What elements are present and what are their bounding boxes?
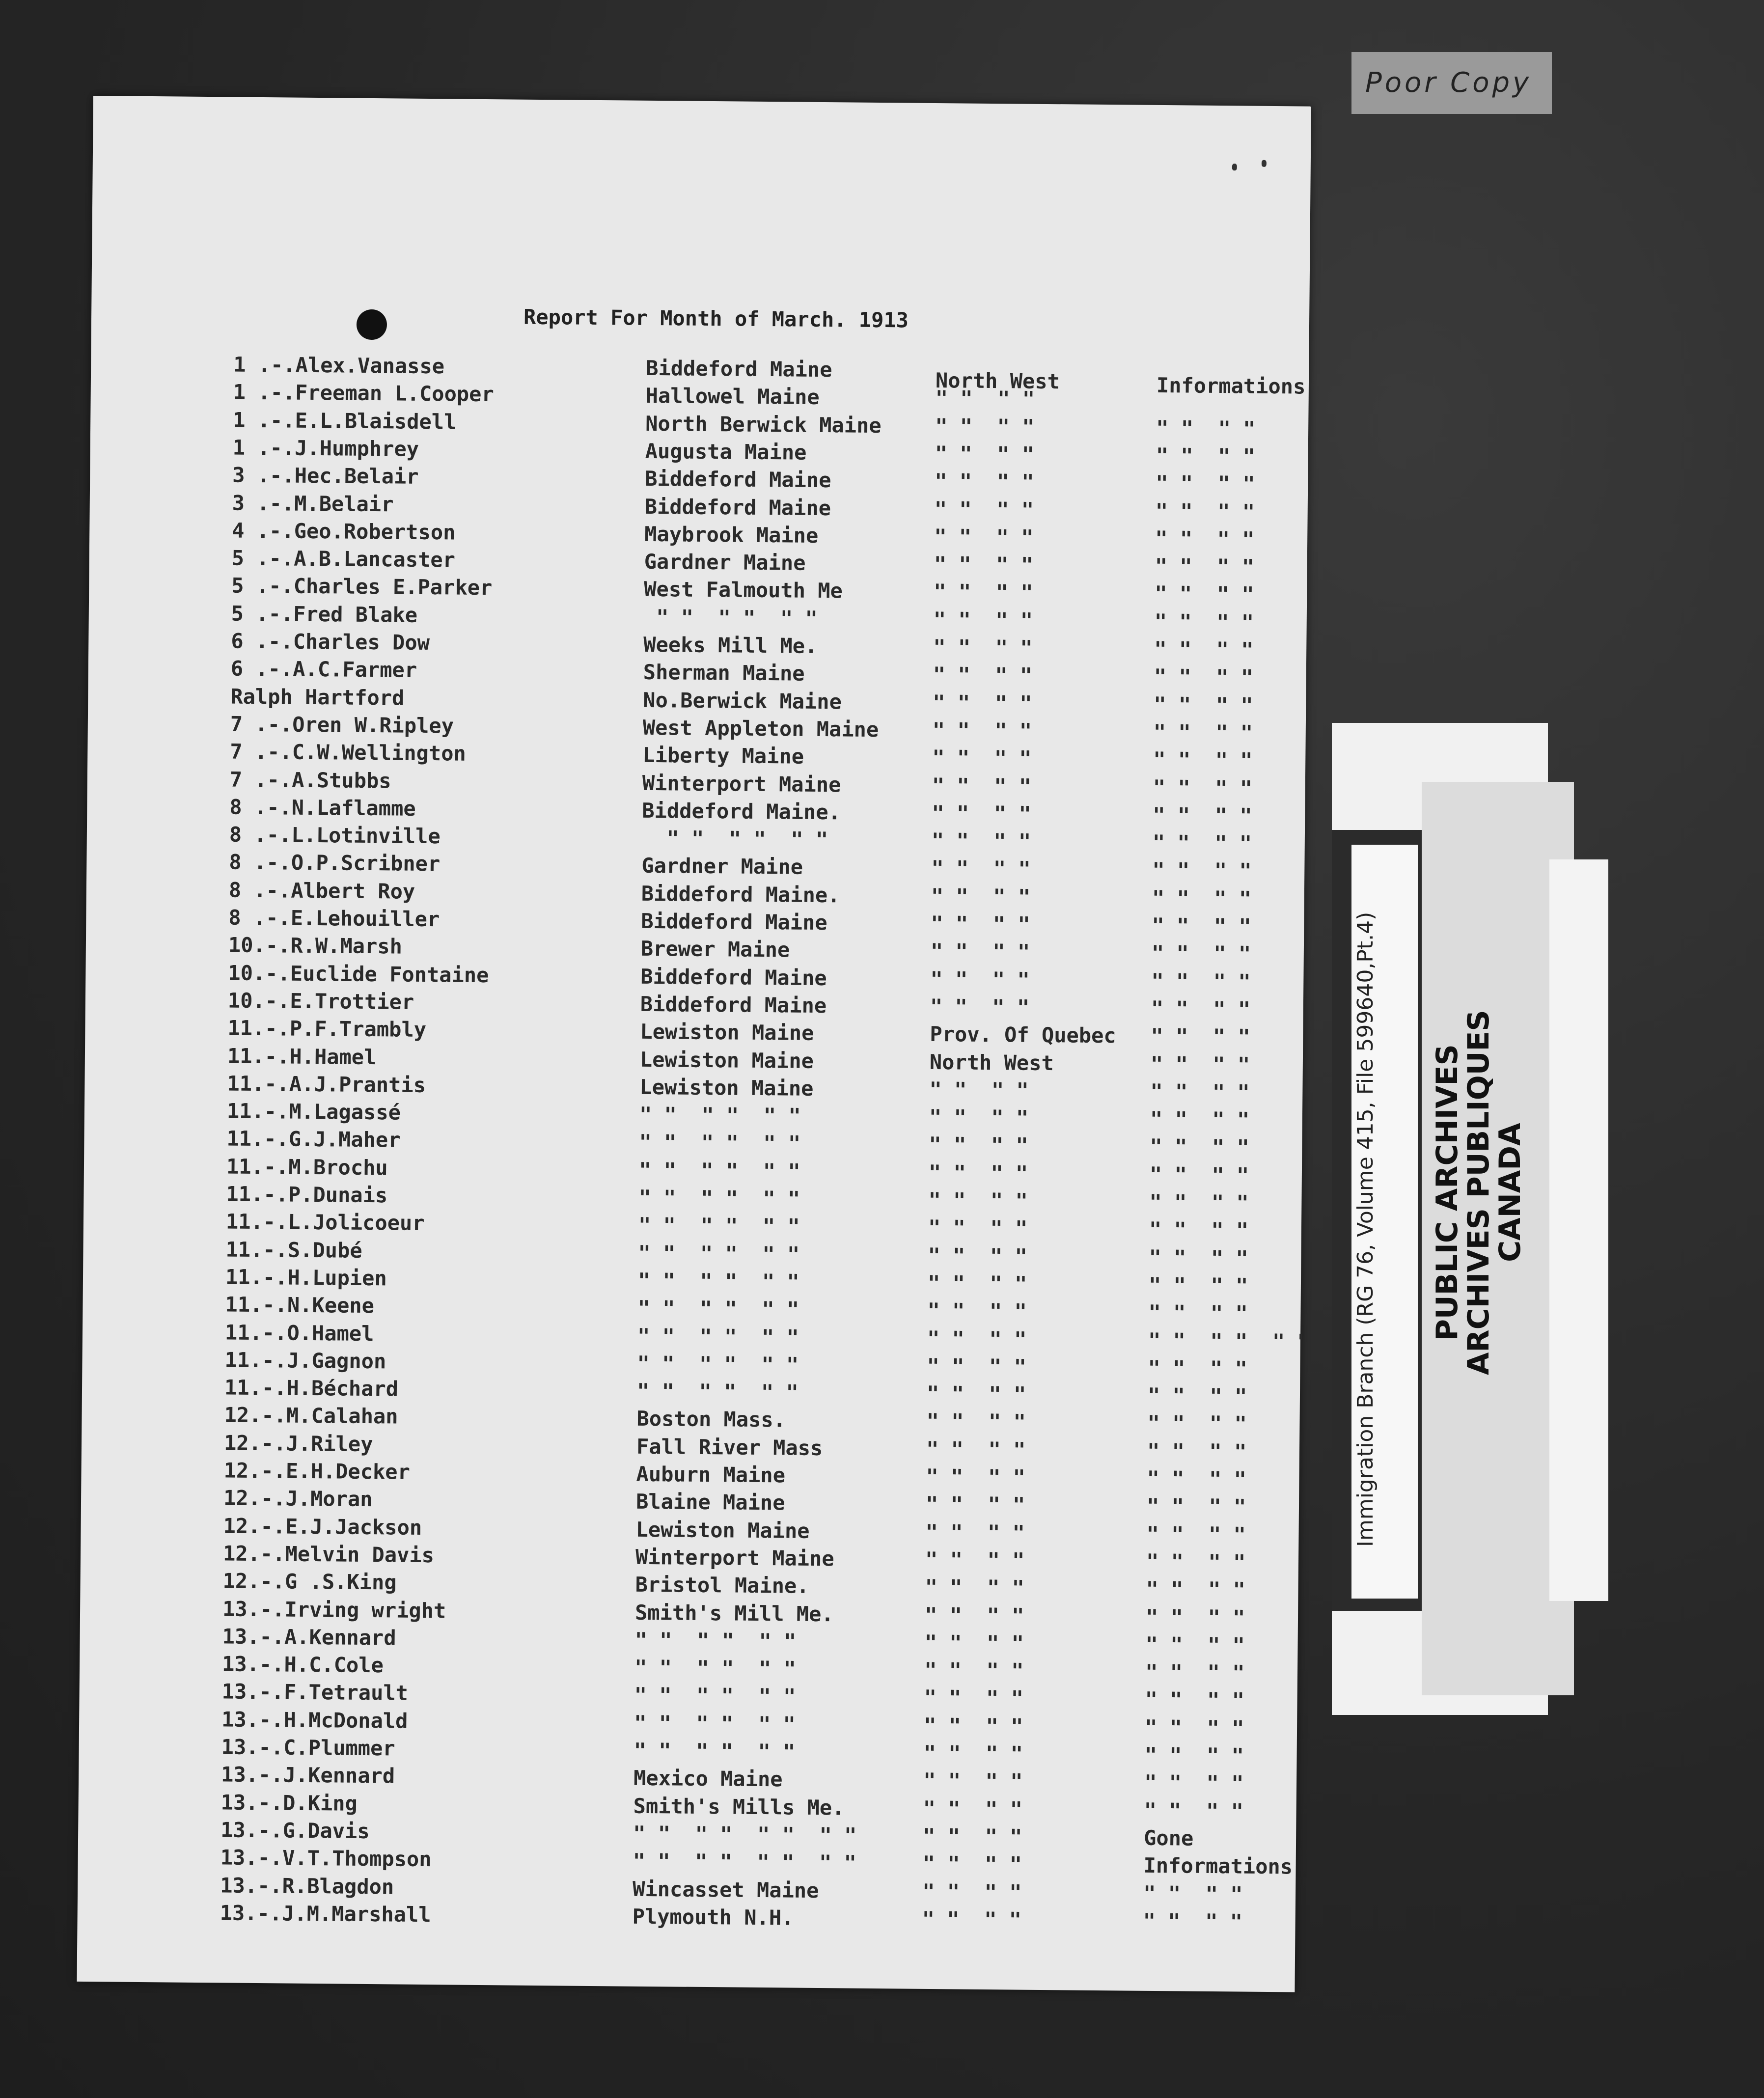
entry-region: " " " ": [932, 801, 1031, 826]
entry-status: " " " ": [1146, 1577, 1246, 1602]
entry-region: " " " ": [927, 1270, 1027, 1296]
entry-name: 13.-.H.McDonald: [221, 1707, 408, 1733]
entry-status: " " " ": [1152, 830, 1252, 856]
entry-place: Lewiston Maine: [640, 1019, 814, 1046]
entry-region: " " " ": [926, 1464, 1026, 1490]
entry-name: 5 .-.Fred Blake: [231, 601, 418, 627]
header-status: Informations: [1156, 373, 1306, 399]
entry-place: Lewiston Maine: [639, 1047, 814, 1073]
entry-name: 4 .-.Geo.Robertson: [232, 518, 456, 545]
entry-place: " " " " " " " ": [633, 1821, 857, 1848]
entry-place: Weeks Mill Me.: [643, 632, 818, 658]
entry-status: Gone: [1143, 1825, 1194, 1850]
entry-status: " " " ": [1145, 1604, 1245, 1630]
entry-status: " " " ": [1147, 1438, 1247, 1464]
entry-status: " " " ": [1145, 1687, 1245, 1712]
entry-place: Liberty Maine: [642, 743, 804, 769]
entry-region: " " " ": [923, 1713, 1023, 1739]
document-page: [77, 96, 1311, 1992]
entry-place: " " " " " ": [638, 1185, 800, 1211]
entry-place: " " " " " ": [639, 1102, 801, 1128]
entry-region: " " " ": [931, 856, 1031, 882]
entry-name: 8 .-.L.Lotinville: [229, 822, 441, 849]
entry-name: 11.-.H.Hamel: [227, 1043, 377, 1069]
entry-place: Lewiston Maine: [635, 1517, 810, 1543]
entry-place: North Berwick Maine: [645, 411, 882, 438]
entry-place: Fall River Mass: [636, 1434, 823, 1460]
entry-region: " " " ": [934, 524, 1034, 550]
entry-status: " " " ": [1151, 1024, 1250, 1049]
entry-status: " " " ": [1148, 1300, 1248, 1325]
entry-status: " " " ": [1151, 996, 1251, 1021]
entry-place: " " " " " ": [638, 1158, 800, 1184]
entry-place: Gardner Maine: [644, 549, 806, 575]
entry-region: " " " ": [930, 966, 1030, 992]
entry-status: " " " ": [1146, 1521, 1246, 1547]
entry-name: 13.-.A.Kennard: [222, 1624, 396, 1650]
entry-region: " " " ": [928, 1187, 1028, 1213]
entry-region: " " " ": [931, 883, 1031, 909]
entry-region: " " " ": [929, 1132, 1028, 1158]
entry-name: 12.-.J.Moran: [223, 1486, 373, 1512]
archives-stamp: [1432, 1010, 1526, 1375]
entry-name: 10.-.R.W.Marsh: [228, 933, 403, 959]
entry-region: North West: [929, 1049, 1054, 1075]
entry-name: 7 .-.C.W.Wellington: [230, 739, 466, 766]
poor-copy-label: Poor Copy: [1351, 52, 1552, 114]
entry-status: " " " ": [1145, 1632, 1245, 1657]
entry-status: " " " ": [1154, 664, 1254, 690]
entry-status: " " " ": [1154, 692, 1253, 718]
entry-name: 13.-.R.Blagdon: [220, 1873, 394, 1899]
entry-region: " " " ": [933, 607, 1033, 633]
entry-name: 8 .-.O.P.Scribner: [229, 850, 441, 876]
entry-region: " " " ": [928, 1243, 1027, 1269]
entry-status: " " " ": [1151, 968, 1251, 994]
entry-name: 11.-.L.Jolicoeur: [225, 1209, 425, 1236]
entry-status: " " " ": [1156, 443, 1256, 469]
entry-region: " " " ": [927, 1298, 1027, 1324]
entry-name: 11.-.H.Lupien: [225, 1265, 387, 1291]
entry-status: " " " ": [1152, 913, 1251, 939]
entry-region: " " " ": [926, 1409, 1026, 1435]
entry-name: 8 .-.Albert Roy: [228, 878, 415, 904]
entry-place: " " " " " ": [634, 1738, 796, 1764]
entry-region: " " " ": [922, 1879, 1022, 1905]
entry-region: " " " ": [922, 1823, 1022, 1849]
entry-status: " " " ": [1149, 1162, 1249, 1187]
entry-region: " " " ": [932, 773, 1032, 799]
entry-status: Informations: [1143, 1853, 1293, 1879]
stamp-line-2: ARCHIVES PUBLIQUES: [1461, 1010, 1496, 1375]
entry-status: " " " ": [1151, 941, 1251, 966]
entry-region: " " " ": [933, 635, 1033, 660]
entry-place: Auburn Maine: [636, 1462, 786, 1488]
entry-region: " " " ": [930, 994, 1030, 1020]
entry-name: 5 .-.A.B.Lancaster: [231, 546, 456, 572]
entry-name: 11.-.S.Dubé: [225, 1237, 362, 1263]
entry-name: 11.-.J.Gagnon: [224, 1348, 386, 1374]
entry-status: " " " ": [1155, 581, 1254, 607]
entry-region: " " " ": [931, 911, 1030, 937]
entry-status: " " " ": [1143, 1908, 1243, 1934]
entry-status: " " " ": [1155, 471, 1255, 496]
entry-name: 10.-.E.Trottier: [227, 988, 414, 1014]
entry-place: " " " " " ": [638, 1213, 800, 1239]
entry-status: " " " ": [1155, 526, 1255, 552]
entry-status: " " " ": [1147, 1383, 1247, 1408]
entry-region: " " " ": [924, 1602, 1024, 1628]
entry-place: Gardner Maine: [641, 854, 803, 880]
entry-status: " " " " " ": [1148, 1328, 1310, 1354]
entry-name: 11.-.N.Keene: [225, 1292, 375, 1318]
entry-status: " " " ": [1147, 1411, 1247, 1436]
entry-status: " " " ": [1153, 775, 1253, 801]
entry-place: " " " " " ": [634, 1655, 797, 1681]
archive-reference: Immigration Branch (RG 76, Volume 415, File 599640,Pt.4): [1353, 911, 1378, 1547]
entry-name: 11.-.G.J.Maher: [226, 1126, 401, 1152]
entry-name: 3 .-.M.Belair: [232, 491, 394, 516]
entry-region: " " " ": [924, 1685, 1024, 1711]
entry-region: " " " ": [927, 1353, 1026, 1379]
entry-status: " " " ": [1149, 1189, 1249, 1215]
entry-region: " " " ": [928, 1160, 1028, 1186]
entry-place: Biddeford Maine.: [641, 881, 840, 908]
entry-status: " " " ": [1144, 1770, 1244, 1795]
entry-status: " " " ": [1152, 858, 1252, 883]
archive-tab-edge: [1549, 859, 1608, 1601]
entry-name: 12.-.M.Calahan: [224, 1403, 398, 1429]
entry-status: " " " ": [1149, 1245, 1248, 1270]
entry-place: Plymouth N.H.: [632, 1904, 794, 1930]
entry-region: " " " ": [934, 497, 1034, 522]
entry-name: 6 .-.Charles Dow: [231, 629, 430, 655]
entry-name: 6 .-.A.C.Farmer: [230, 656, 417, 683]
entry-place: Mexico Maine: [633, 1766, 783, 1792]
entry-name: 13.-.H.C.Cole: [221, 1652, 384, 1678]
entry-place: " " " " " ": [643, 605, 818, 631]
entry-status: " " " ": [1146, 1549, 1246, 1574]
entry-region: " " " ": [926, 1381, 1026, 1407]
entry-name: 11.-.P.F.Trambly: [227, 1016, 427, 1042]
entry-region: " " " ": [933, 690, 1032, 716]
entry-place: Augusta Maine: [645, 439, 807, 465]
entry-place: Blaine Maine: [635, 1490, 785, 1515]
entry-place: Brewer Maine: [640, 937, 790, 962]
entry-status: " " " ": [1144, 1715, 1244, 1740]
entry-status: " " " ": [1148, 1272, 1248, 1298]
entry-region: " " " ": [927, 1326, 1027, 1352]
entry-region: Prov. Of Quebec: [930, 1022, 1116, 1048]
ink-mark: [1232, 164, 1237, 170]
entry-name: 12.-.J.Riley: [223, 1431, 373, 1456]
entry-name: 13.-.D.King: [220, 1790, 358, 1816]
entry-status: " " " ": [1144, 1798, 1244, 1823]
entry-status: " " " ": [1147, 1466, 1247, 1491]
entry-region: " " " ": [925, 1547, 1025, 1573]
entry-place: West Appleton Maine: [642, 715, 879, 742]
entry-name: 12.-.G .S.King: [222, 1569, 397, 1595]
entry-place: " " " " " ": [637, 1324, 799, 1350]
entry-place: Biddeford Maine: [644, 494, 831, 520]
entry-region: " " " ": [923, 1740, 1023, 1766]
entry-name: 3 .-.Hec.Belair: [232, 463, 419, 489]
entry-name: 1 .-.E.L.Blaisdell: [233, 408, 457, 434]
entry-region: " " " ": [922, 1851, 1022, 1877]
entry-name: 7 .-.A.Stubbs: [229, 767, 391, 793]
entry-status: " " " ": [1144, 1742, 1244, 1768]
entry-place: " " " " " ": [636, 1379, 799, 1405]
entry-place: Boston Mass.: [636, 1407, 786, 1432]
entry-place: Biddeford Maine: [645, 356, 832, 382]
entry-place: Hallowel Maine: [645, 384, 820, 410]
entry-region: " " " ": [933, 663, 1033, 688]
entry-name: 11.-.O.Hamel: [224, 1320, 374, 1346]
entry-place: " " " " " ": [634, 1683, 796, 1709]
entry-place: Sherman Maine: [643, 660, 805, 686]
entry-region: " " " ": [925, 1492, 1025, 1517]
entry-place: Lewiston Maine: [639, 1075, 814, 1101]
entry-place: Winterport Maine: [642, 771, 841, 797]
entry-status: " " " ": [1150, 1134, 1249, 1160]
entry-region: " " " ": [934, 580, 1033, 605]
entry-place: West Falmouth Me: [644, 577, 843, 603]
entry-place: " " " " " ": [637, 1351, 799, 1377]
entry-place: " " " " " ": [637, 1296, 799, 1322]
entry-place: Biddeford Maine: [640, 964, 827, 990]
entry-region: " " " ": [931, 828, 1031, 854]
entry-name: 13.-.F.Tetrault: [221, 1679, 409, 1706]
entry-place: " " " " " ": [641, 826, 828, 852]
entry-region: " " " ": [932, 718, 1032, 743]
entry-name: 12.-.E.H.Decker: [223, 1458, 411, 1484]
entry-name: 11.-.P.Dunais: [226, 1182, 388, 1208]
page-title: Report For Month of March. 1913: [523, 304, 909, 332]
entry-region: " " " ": [934, 552, 1034, 577]
entry-status: " " " ": [1150, 1051, 1250, 1077]
entry-name: 11.-.H.Béchard: [224, 1375, 399, 1401]
entry-place: Smith's Mills Me.: [633, 1794, 845, 1820]
entry-place: No.Berwick Maine: [643, 688, 842, 714]
entry-place: Bristol Maine.: [635, 1572, 809, 1599]
entry-place: Winterport Maine: [635, 1545, 834, 1571]
entry-region: " " " ": [929, 1077, 1029, 1103]
entry-region: " " " ": [925, 1575, 1025, 1600]
entry-region: " " " ": [922, 1906, 1022, 1932]
entry-region: " " " ": [924, 1630, 1024, 1656]
ink-mark: [1262, 160, 1267, 167]
entry-region: " " " ": [926, 1436, 1026, 1462]
entry-region: " " " ": [935, 386, 1035, 412]
entry-status: " " " ": [1154, 609, 1254, 635]
entry-region: " " " ": [924, 1657, 1024, 1683]
stamp-line-1: PUBLIC ARCHIVES: [1430, 1044, 1464, 1341]
entry-region: " " " ": [932, 745, 1032, 771]
header-region: North West: [935, 368, 1060, 394]
entry-region: " " " ": [930, 939, 1030, 965]
entry-name: 12.-.E.J.Jackson: [223, 1514, 422, 1540]
entry-name: 1 .-.J.Humphrey: [232, 435, 419, 461]
entry-name: 10.-.Euclide Fontaine: [228, 961, 489, 987]
entry-place: " " " " " ": [634, 1628, 797, 1654]
entry-region: " " " ": [923, 1768, 1023, 1794]
entry-place: " " " " " ": [638, 1241, 800, 1267]
entry-status: " " " ": [1155, 553, 1255, 579]
entry-place: Biddeford Maine.: [642, 798, 841, 825]
entry-name: 8 .-.N.Laflamme: [229, 795, 416, 821]
stamp-line-3: CANADA: [1493, 1123, 1527, 1262]
entry-status: " " " ": [1153, 802, 1252, 828]
entry-name: 13.-.J.Kennard: [220, 1762, 395, 1788]
entry-status: " " " ": [1148, 1355, 1247, 1381]
entry-name: Ralph Hartford: [230, 684, 405, 710]
entry-region: " " " ": [935, 414, 1035, 439]
entry-status: " " " ": [1153, 719, 1253, 745]
entry-place: " " " " " " " ": [633, 1849, 857, 1875]
entry-name: 13.-.G.Davis: [220, 1818, 370, 1843]
entry-status: " " " ": [1152, 885, 1252, 911]
entry-name: 11.-.A.J.Prantis: [227, 1071, 426, 1097]
entry-status: " " " ": [1155, 498, 1255, 524]
entry-region: " " " ": [925, 1519, 1025, 1545]
entry-place: Maybrook Maine: [644, 522, 819, 548]
entry-name: 13.-.Irving wright: [222, 1596, 446, 1623]
entry-status: " " " ": [1154, 636, 1254, 662]
entry-status: " " " ": [1145, 1659, 1245, 1685]
entry-name: 13.-.C.Plummer: [221, 1735, 395, 1761]
entry-status: " " " ": [1143, 1881, 1243, 1906]
entry-name: 1 .-.Freeman L.Cooper: [233, 380, 494, 407]
entry-place: " " " " " ": [634, 1711, 796, 1737]
entry-name: 13.-.V.T.Thompson: [220, 1845, 432, 1872]
entry-region: " " " ": [923, 1796, 1023, 1822]
entry-name: 13.-.J.M.Marshall: [220, 1901, 431, 1927]
entry-name: 5 .-.Charles E.Parker: [231, 573, 493, 600]
entry-place: Biddeford Maine: [641, 909, 827, 935]
entry-status: " " " ": [1153, 747, 1253, 773]
entry-region: " " " ": [929, 1105, 1029, 1130]
entry-status: " " " ": [1146, 1494, 1246, 1519]
entry-name: 11.-.M.Brochu: [226, 1154, 388, 1180]
entry-place: Smith's Mill Me.: [634, 1600, 834, 1626]
entry-place: Biddeford Maine: [645, 467, 831, 493]
entry-status: " " " ": [1150, 1106, 1250, 1132]
entry-name: 12.-.Melvin Davis: [222, 1541, 435, 1568]
entry-status: " " " ": [1156, 415, 1256, 441]
entry-region: " " " ": [935, 469, 1034, 494]
entry-status: " " " ": [1149, 1217, 1249, 1242]
punch-hole: [357, 309, 387, 340]
entry-name: 11.-.M.Lagassé: [226, 1099, 401, 1125]
entry-status: " " " ": [1150, 1079, 1250, 1104]
entry-place: " " " " " ": [637, 1268, 799, 1294]
entry-name: 8 .-.E.Lehouiller: [228, 905, 440, 932]
entry-region: " " " ": [935, 441, 1035, 467]
entry-name: 7 .-.Oren W.Ripley: [230, 712, 454, 738]
entry-region: " " " ": [928, 1215, 1028, 1241]
entry-place: Wincasset Maine: [632, 1877, 819, 1903]
entry-place: " " " " " ": [639, 1130, 801, 1156]
entry-place: Biddeford Maine: [640, 992, 827, 1018]
entry-name: 1 .-.Alex.Vanasse: [233, 352, 445, 379]
